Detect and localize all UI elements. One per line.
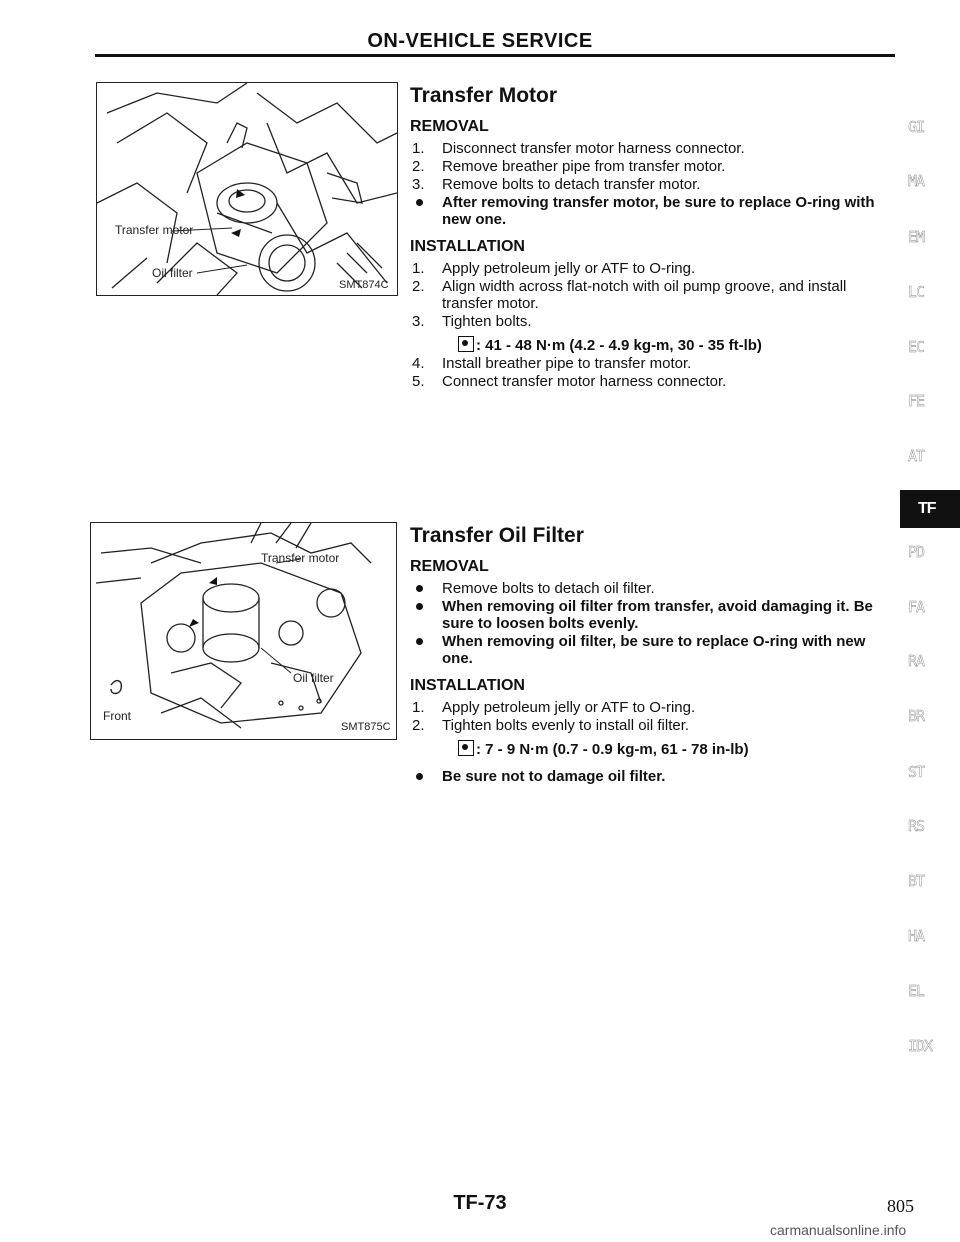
- section-page-code: TF-73: [453, 1192, 507, 1214]
- final-note: [398, 768, 900, 785]
- list-item: 1. Disconnect transfer motor harness connector.: [412, 140, 745, 157]
- removal-steps: [398, 140, 900, 228]
- page-title: ON-VEHICLE SERVICE: [367, 30, 593, 52]
- front-arrow-icon: [111, 681, 121, 694]
- tab-bt[interactable]: BT: [908, 872, 925, 890]
- bullet-icon: [416, 638, 423, 645]
- label-oil-filter: Oil filter: [152, 266, 193, 280]
- tab-rs[interactable]: RS: [908, 817, 925, 835]
- tab-ec[interactable]: EC: [908, 338, 925, 356]
- list-item: 2. Remove breather pipe from transfer motor.: [412, 158, 726, 175]
- bullet-icon: [416, 199, 423, 206]
- torque-spec: : 7 - 9 N·m (0.7 - 0.9 kg-m, 61 - 78 in-lb): [398, 740, 900, 758]
- tab-idx[interactable]: IDX: [908, 1037, 933, 1055]
- list-item: 1. Apply petroleum jelly or ATF to O-ring.: [412, 260, 696, 277]
- label-transfer-motor: Transfer motor: [261, 551, 340, 565]
- list-item: When removing oil filter from transfer, avoid damaging it. Be sure to loosen bolts evenly.: [398, 598, 900, 632]
- tab-tf[interactable]: TF: [900, 490, 960, 528]
- tab-at[interactable]: AT: [908, 447, 925, 465]
- torque-wrench-icon: [458, 740, 474, 756]
- section-transfer-oil-filter: [398, 524, 900, 791]
- section-transfer-motor: [398, 84, 900, 396]
- section-title: Transfer Motor: [410, 84, 558, 107]
- removal-heading: REMOVAL: [410, 558, 489, 575]
- list-item: 3. Remove bolts to detach transfer motor.: [412, 176, 701, 193]
- bullet-icon: [416, 603, 423, 610]
- tab-br[interactable]: BR: [908, 707, 925, 725]
- tab-ha[interactable]: HA: [908, 927, 925, 945]
- tab-em[interactable]: EM: [908, 228, 925, 246]
- section-title: Transfer Oil Filter: [410, 524, 584, 547]
- page-number: 805: [887, 1196, 914, 1216]
- tab-ma[interactable]: MA: [908, 172, 925, 190]
- bullet-icon: [416, 585, 423, 592]
- tab-pd[interactable]: PD: [908, 543, 925, 561]
- torque-wrench-icon: [458, 336, 474, 352]
- label-oil-filter: Oil filter: [293, 671, 334, 685]
- tab-lc[interactable]: LC: [908, 283, 925, 301]
- figure-code: SMT874C: [339, 279, 389, 291]
- torque-spec: : 41 - 48 N·m (4.2 - 4.9 kg-m, 30 - 35 ft-lb): [398, 336, 900, 354]
- list-item: 1. Apply petroleum jelly or ATF to O-ring.: [412, 699, 696, 716]
- list-item: Be sure not to damage oil filter.: [398, 768, 900, 785]
- list-item: When removing oil filter, be sure to replace O-ring with new one.: [398, 633, 900, 667]
- watermark: carmanualsonline.info: [770, 1222, 907, 1238]
- installation-steps: [398, 260, 900, 330]
- tab-fe[interactable]: FE: [908, 392, 925, 410]
- figure-transfer-oil-filter: [90, 522, 397, 740]
- list-item: After removing transfer motor, be sure to replace O-ring with new one.: [398, 194, 900, 228]
- tab-ra[interactable]: RA: [908, 652, 925, 670]
- figure-transfer-motor: [96, 82, 398, 296]
- removal-heading: REMOVAL: [410, 118, 489, 135]
- list-item: 3. Tighten bolts.: [412, 313, 532, 330]
- tab-gi[interactable]: GI: [908, 118, 925, 136]
- installation-heading: INSTALLATION: [410, 238, 525, 255]
- tab-fa[interactable]: FA: [908, 598, 925, 616]
- header-divider: [95, 54, 895, 57]
- label-transfer-motor: Transfer motor: [115, 223, 194, 237]
- list-item: 2. Align width across flat-notch with oil pump groove, and install transfer motor.: [412, 278, 847, 312]
- list-item: Remove bolts to detach oil filter.: [398, 580, 900, 597]
- list-item: 4. Install breather pipe to transfer motor.: [412, 355, 692, 372]
- label-front: Front: [103, 709, 132, 723]
- list-item: 5. Connect transfer motor harness connector.: [412, 373, 727, 390]
- removal-bullets: [398, 580, 900, 667]
- tab-st[interactable]: ST: [908, 763, 925, 781]
- transfer-motor-illustration: [97, 83, 397, 295]
- figure-code: SMT875C: [341, 721, 391, 733]
- oil-filter-illustration: [91, 523, 396, 739]
- tab-el[interactable]: EL: [908, 982, 925, 1000]
- installation-heading: INSTALLATION: [410, 677, 525, 694]
- bullet-icon: [416, 773, 423, 780]
- installation-steps-continued: [398, 355, 900, 390]
- list-item: 2. Tighten bolts evenly to install oil filter.: [412, 717, 690, 734]
- page-header: [0, 30, 960, 53]
- installation-steps: [398, 699, 900, 734]
